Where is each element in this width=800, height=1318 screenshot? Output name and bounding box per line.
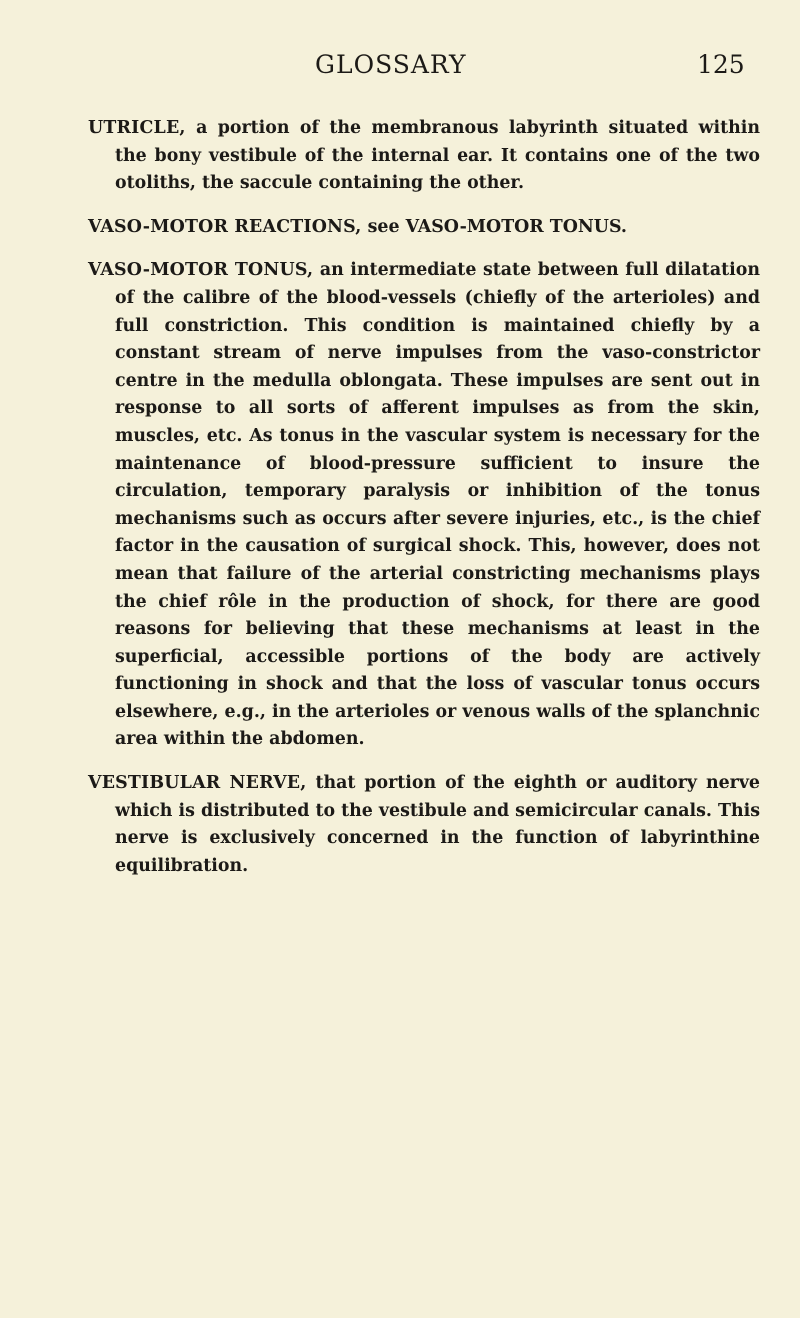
entry-term: UTRICLE, xyxy=(88,118,186,138)
entry-term: VASO-MOTOR TONUS, xyxy=(88,260,314,281)
glossary-entry-vestibular-nerve xyxy=(88,770,760,880)
glossary-entry-vaso-motor-tonus xyxy=(88,257,760,754)
glossary-entry-vaso-motor-reactions xyxy=(88,214,760,242)
entry-definition: that portion of the eighth or auditory nerve which is distributed to the vestibule and semicircular canals. This nerve is exclusively concerned in the function of labyrinthine equilibration. xyxy=(115,773,760,876)
page-number: 125 xyxy=(697,50,745,79)
entry-term: VESTIBULAR NERVE, xyxy=(88,773,307,794)
entry-definition: an intermediate state between full dilatation of the calibre of the blood-vessels (chiefly of the arterioles) and full constriction. This condition is maintained chiefly by a constant stream of nerve impulses from the vaso-constrictor centre in the medulla oblongata. These impulses are sent out in response to all sorts of afferent impulses as from the skin, muscles, etc. As tonus in the vascular system is necessary for the maintenance of blood-pressure sufficient to insure the circulation, temporary paralysis or inhibition of the tonus mechanisms such as occurs after severe injuries, etc., is the chief factor in the causation of surgical shock. This, however, does not mean that failure of the arterial constricting mechanisms plays the chief rôle in the production of shock, for there are good reasons for believing that these mechanisms at least in the superficial, accessible portions of the body are actively functioning in shock and that the loss of vascular tonus occurs elsewhere, e.g., in the arterioles or venous walls of the splanchnic area within the abdomen. xyxy=(115,260,760,750)
entry-definition: a portion of the membranous labyrinth situated within the bony vestibule of the internal ear. It contains one of the two otoliths, the saccule containing the other. xyxy=(115,118,760,194)
page-title: GLOSSARY xyxy=(315,50,467,79)
running-header xyxy=(0,50,800,90)
glossary-entry-utricle xyxy=(88,115,760,198)
glossary-entries xyxy=(88,115,760,896)
entry-term: VASO-MOTOR REACTIONS, xyxy=(88,216,362,237)
entry-definition: see VASO-MOTOR TONUS. xyxy=(367,216,627,237)
